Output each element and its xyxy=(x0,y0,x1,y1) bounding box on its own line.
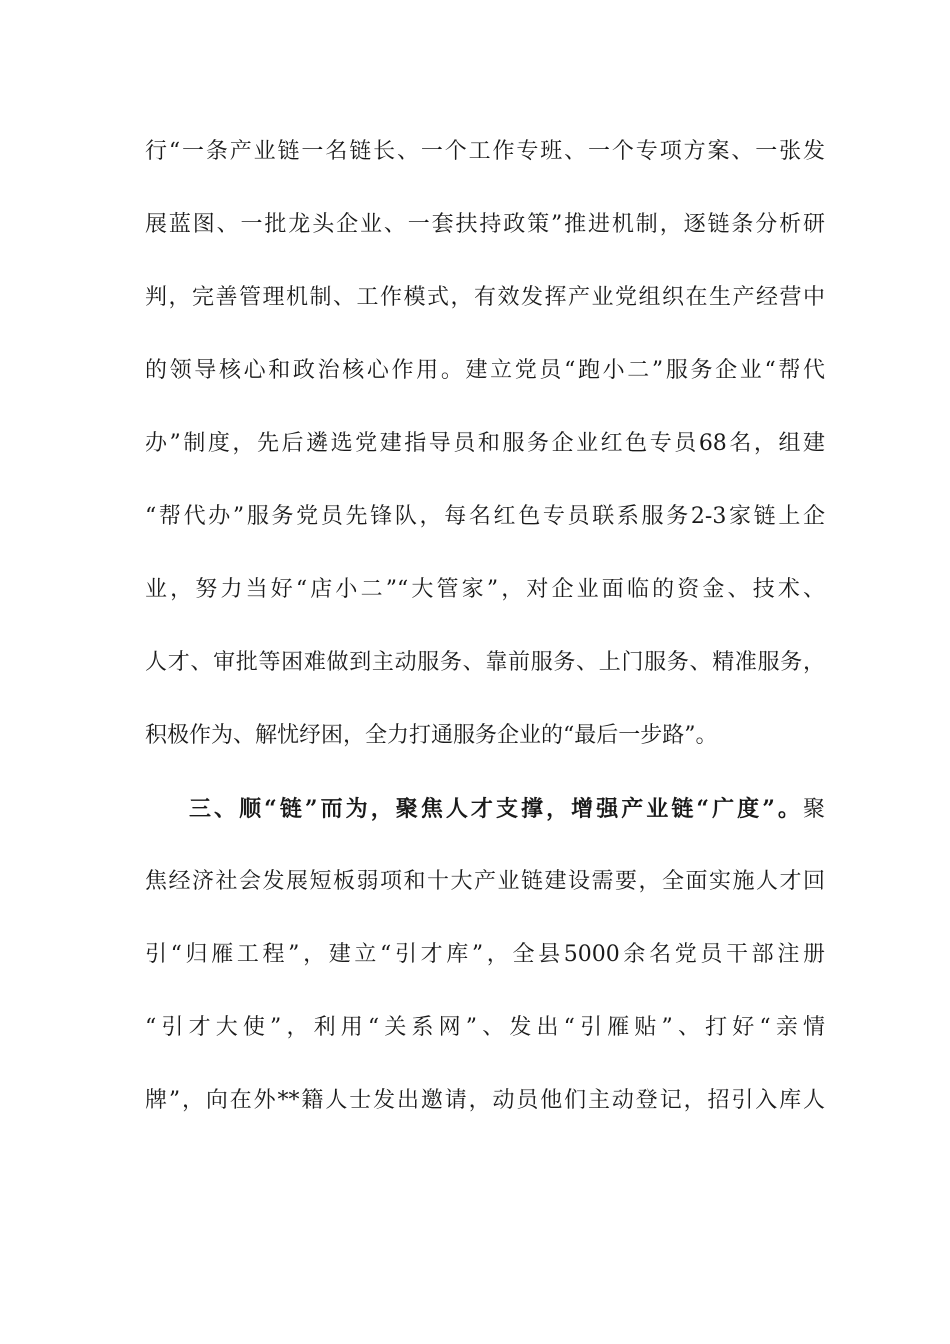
paragraph-2-line-2: 焦经济社会发展短板弱项和十大产业链建设需要，全面实施人才回 xyxy=(145,869,825,894)
paragraph-2-line-3: 引“归雁工程”，建立“引才库”，全县5000余名党员干部注册 xyxy=(145,942,825,967)
paragraph-1-line-5: 办”制度，先后遴选党建指导员和服务企业红色专员68名，组建 xyxy=(145,431,825,456)
section-heading-tail: 聚 xyxy=(802,797,825,822)
paragraph-1-line-9: 积极作为、解忧纾困，全力打通服务企业的“最后一步路”。 xyxy=(145,723,718,748)
paragraph-2-line-1 xyxy=(189,789,825,829)
paragraph-2-line-4: “引才大使”，利用“关系网”、发出“引雁贴”、打好“亲情 xyxy=(145,1015,825,1040)
section-heading: 三、顺“链”而为，聚焦人才支撑，增强产业链“广度”。 xyxy=(189,796,803,822)
paragraph-1-line-4: 的领导核心和政治核心作用。建立党员“跑小二”服务企业“帮代 xyxy=(145,358,825,383)
paragraph-1-line-2: 展蓝图、一批龙头企业、一套扶持政策”推进机制，逐链条分析研 xyxy=(145,212,825,237)
paragraph-1-line-1: 行“一条产业链一名链长、一个工作专班、一个专项方案、一张发 xyxy=(145,139,825,164)
paragraph-1-line-6: “帮代办”服务党员先锋队，每名红色专员联系服务2-3家链上企 xyxy=(145,504,825,529)
paragraph-2-line-5: 牌”，向在外**籍人士发出邀请，动员他们主动登记，招引入库人 xyxy=(145,1088,825,1113)
paragraph-1-line-7: 业，努力当好“店小二”“大管家”，对企业面临的资金、技术、 xyxy=(145,577,825,602)
paragraph-1-line-3: 判，完善管理机制、工作模式，有效发挥产业党组织在生产经营中 xyxy=(145,285,825,310)
paragraph-1-line-8: 人才、审批等困难做到主动服务、靠前服务、上门服务、精准服务， xyxy=(145,650,825,675)
